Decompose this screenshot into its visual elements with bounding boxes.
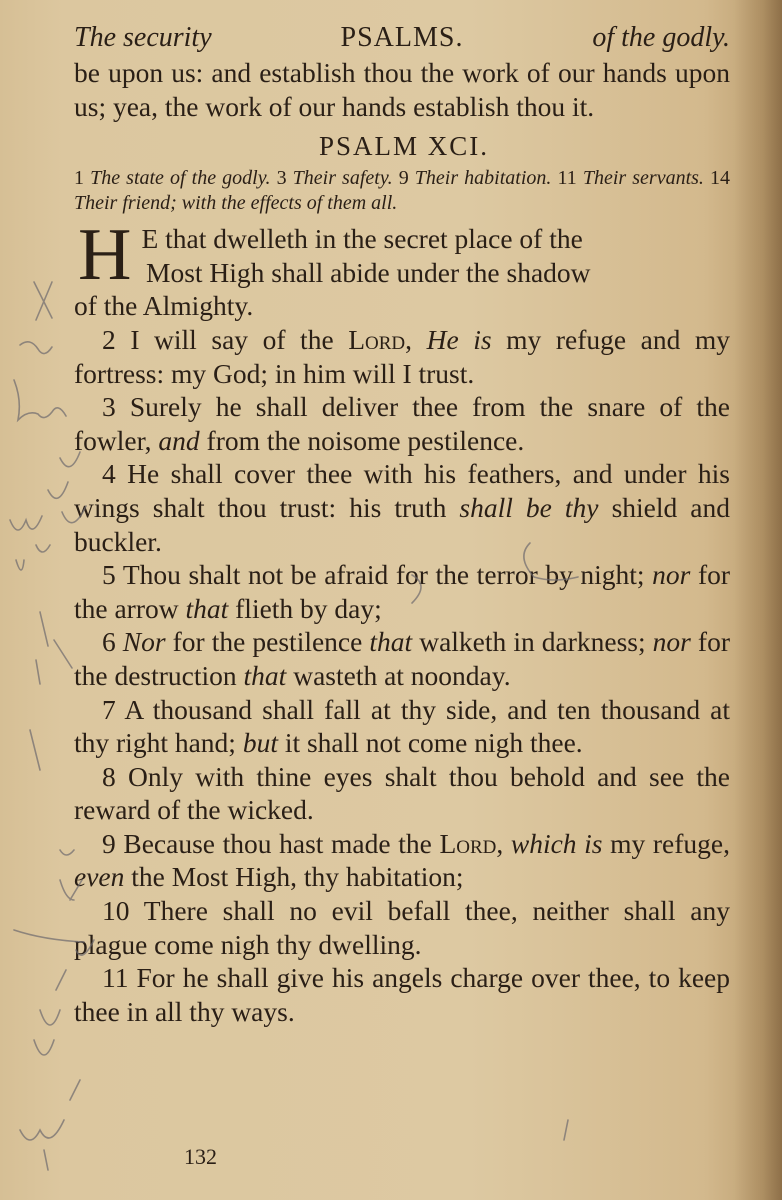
- verse-text: for the arrow: [74, 559, 731, 624]
- verse-text: For he shall give his angels charge over thee, to keep thee in all thy ways.: [74, 962, 730, 1027]
- summary-text: Their friend; with the effects of them all.: [74, 192, 398, 215]
- summary-text: Their servants.: [582, 167, 704, 190]
- pencil-mark: [14, 930, 94, 955]
- verse-text: flieth by day;: [235, 592, 382, 624]
- pencil-mark: [10, 506, 86, 530]
- verse-text: ,: [405, 323, 413, 355]
- summary-num: 1: [74, 167, 84, 190]
- verse-1-line-1: E that dwelleth in the secret place of the: [141, 223, 583, 255]
- verse-text: There shall no evil befall thee, neither shall any plague come nigh thy dwelling.: [74, 895, 730, 960]
- pencil-mark: [20, 342, 52, 354]
- pencil-mark: [30, 730, 40, 770]
- verse-text-italic: Nor: [122, 626, 166, 658]
- verse-text-smallcaps: Lord: [348, 323, 406, 355]
- verse-number: 10: [102, 895, 130, 927]
- verse-text-italic: but: [242, 727, 278, 759]
- verse-number: 2: [102, 323, 116, 355]
- pencil-mark: [16, 545, 50, 570]
- pencil-mark: [60, 452, 80, 467]
- verse-text: Because thou hast made the: [123, 827, 432, 859]
- pencil-mark: [34, 282, 52, 320]
- verse-number: 11: [102, 962, 129, 994]
- verse-text: ,: [496, 827, 504, 859]
- verse-text-smallcaps: Lord: [439, 827, 497, 859]
- verse-text: for the destruction: [74, 626, 730, 691]
- verse-text: wasteth at noonday.: [293, 659, 511, 691]
- header-right: of the godly.: [592, 22, 730, 53]
- verse-text: it shall not come nigh thee.: [284, 727, 583, 759]
- summary-num: 14: [710, 167, 730, 190]
- verse-text: the Most High, thy habitation;: [131, 861, 464, 893]
- summary-text: Their habitation.: [414, 167, 552, 190]
- verse-number: 4: [102, 458, 116, 490]
- verse-text: He shall cover thee with his feathers, and under his wings shalt thou trust: his truth: [74, 458, 731, 523]
- verse-text-italic: that: [243, 659, 287, 691]
- verse-text: my refuge,: [610, 827, 731, 859]
- verse-text-italic: even: [74, 861, 125, 893]
- summary-text: Their safety.: [292, 167, 393, 190]
- pencil-bracket: [524, 543, 578, 580]
- verse-number: 3: [102, 391, 116, 423]
- summary-num: 11: [557, 167, 577, 190]
- verse-text-italic: nor: [652, 559, 691, 591]
- summary-num: 9: [398, 167, 409, 190]
- pencil-mark: [60, 850, 82, 900]
- header-center: PSALMS.: [340, 22, 464, 53]
- verse-text-italic: He: [426, 323, 459, 355]
- verse-text: for the pestilence: [172, 626, 363, 658]
- verse-text: Only with thine eyes shalt thou behold and see the reward of the wicked.: [74, 760, 730, 826]
- verse-text-italic: that: [369, 626, 413, 658]
- verse-1-rest: of the Almighty.: [74, 290, 254, 322]
- verse-text: shield and buckler.: [74, 491, 731, 557]
- pencil-tick: [564, 1120, 568, 1140]
- verse-text-italic: that: [185, 592, 229, 624]
- verse-text: Surely he shall deliver thee from the snare of the fowler,: [74, 391, 731, 456]
- verse-text-italic: and: [158, 424, 200, 456]
- verse-text-italic: which is: [510, 827, 603, 859]
- verse-number: 6: [102, 626, 116, 658]
- verse-number: 5: [102, 559, 116, 591]
- continuation-text: be upon us: and establish thou the work of our hands upon us; yea, the work of our hands establish thou it.: [74, 57, 730, 122]
- verse-text-italic: is: [473, 323, 492, 355]
- verse-number: 8: [102, 760, 116, 792]
- pencil-mark: [14, 380, 66, 420]
- verse-text: A thousand shall fall at thy side, and ten thousand at thy right hand;: [74, 693, 730, 759]
- pencil-mark: [20, 1080, 80, 1170]
- verse-text: my refuge and my fortress: my God; in him will I trust.: [74, 323, 731, 389]
- summary-num: 3: [276, 167, 287, 190]
- verse-number: 7: [102, 693, 116, 725]
- pencil-bracket: [412, 575, 421, 603]
- summary-text: The state of the godly.: [90, 167, 271, 190]
- verse-number: 9: [102, 827, 116, 859]
- psalm-title: PSALM XCI.: [318, 131, 490, 162]
- verse-1-line-2: Most High shall abide under the shadow: [146, 256, 591, 288]
- page-number: 132: [184, 1144, 217, 1169]
- drop-cap: H: [78, 214, 132, 297]
- pencil-mark: [34, 970, 66, 1055]
- verse-text-italic: nor: [652, 626, 691, 658]
- pencil-mark: [48, 482, 68, 498]
- verse-text: from the noisome pestilence.: [206, 424, 525, 456]
- pencil-mark: [36, 612, 72, 684]
- header-left: The security: [74, 22, 212, 53]
- verse-text: Thou shalt not be afraid for the terror by night;: [122, 559, 645, 591]
- verse-text-italic: shall be thy: [459, 491, 599, 523]
- verse-text: I will say of the: [130, 323, 334, 355]
- verse-text: walketh in darkness;: [419, 626, 646, 658]
